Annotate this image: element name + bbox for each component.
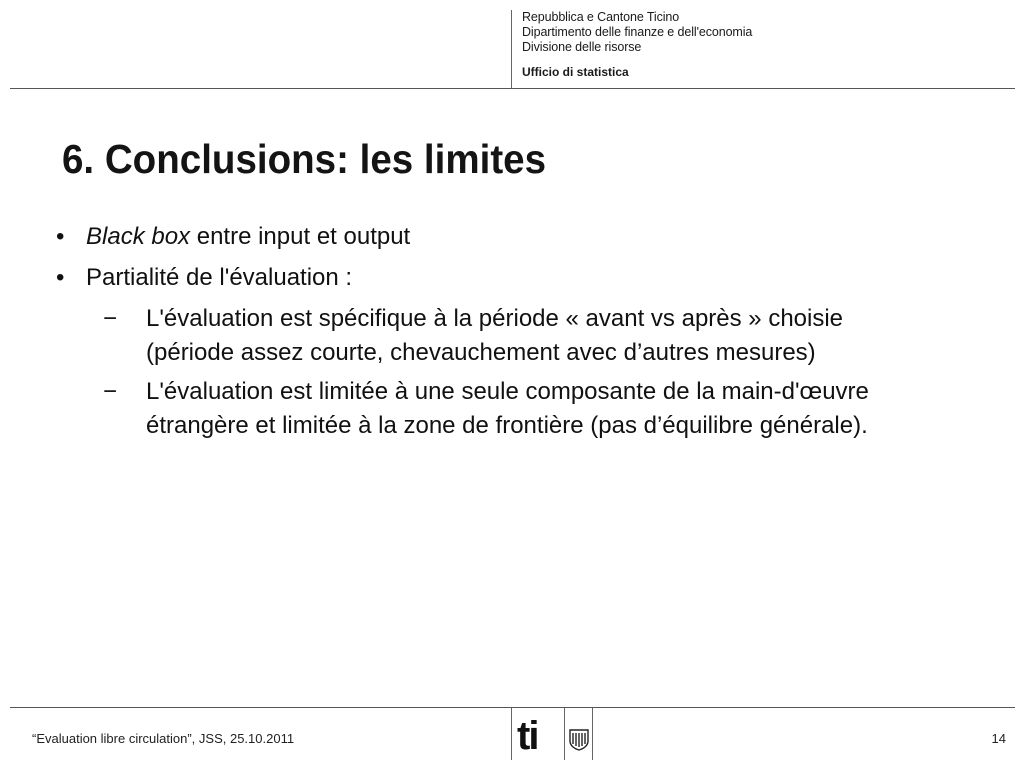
logo-separator-right [592, 708, 593, 760]
logo-separator-left [511, 708, 512, 760]
bullet-partialite [0, 261, 1024, 295]
org-line-division: Divisione delle risorse [522, 40, 642, 54]
logo-separator-middle [564, 708, 565, 760]
header-organization [522, 10, 752, 55]
header-divider [511, 10, 512, 88]
sub-bullet-composante [0, 375, 916, 443]
footer-logo [511, 708, 593, 760]
bullet-text: Partialité de l'évaluation : [86, 264, 353, 291]
sub-bullet-marker: − [103, 305, 118, 332]
bullet-marker: • [56, 264, 65, 291]
org-line-canton: Repubblica e Cantone Ticino [522, 10, 680, 24]
slide-body [0, 220, 1024, 448]
bullet-text: entre input et output [190, 223, 411, 250]
header-rule [10, 88, 1015, 89]
bullet-marker: • [56, 223, 65, 250]
bullet-black-box [0, 220, 1024, 254]
footer-caption: “Evaluation libre circulation”, JSS, 25.10.2011 [32, 731, 295, 746]
logo-ti-text: ti [517, 714, 538, 758]
header-office: Ufficio di statistica [522, 65, 629, 79]
sub-bullet-periode [0, 302, 916, 370]
sub-bullet-text: L'évaluation est limitée à une seule composante de la main-d'œuvre étrangère et limitée à la zone de frontière (pas d’équilibre générale). [146, 378, 869, 439]
ticino-shield-icon [569, 729, 589, 751]
sub-bullet-text: L'évaluation est spécifique à la période « avant vs après » choisie (période assez courte, chevauchement avec d’autres mesures) [146, 305, 844, 366]
page-number: 14 [991, 731, 1006, 746]
org-line-department: Dipartimento delle finanze e dell'economia [522, 25, 753, 39]
sub-bullet-marker: − [103, 378, 118, 405]
slide-title: 6. Conclusions: les limites [62, 136, 547, 182]
bullet-emphasis: Black box [86, 223, 191, 250]
